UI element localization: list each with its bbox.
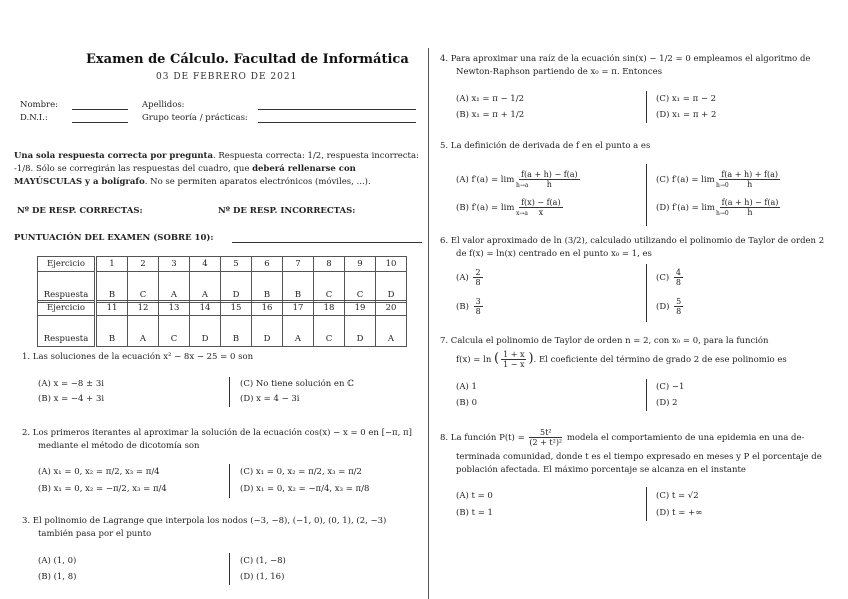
- answer-cell[interactable]: C: [345, 272, 376, 303]
- q8-prefix: 8. La función P(t) =: [440, 433, 525, 443]
- surname-field-line[interactable]: [258, 109, 416, 110]
- q6-d-numerator: 5: [676, 297, 682, 306]
- q6-a-fraction: [473, 268, 482, 287]
- q5-d-limit-sub: h→0: [716, 210, 729, 217]
- exam-title: Examen de Cálculo. Facultad de Informática: [86, 52, 409, 67]
- q8-option-a: (A) t = 0: [456, 491, 493, 501]
- q5-a-numerator: f(a + h) − f(a): [520, 170, 578, 179]
- question-8-line-2: terminada comunidad, donde t es el tiempo expresado en meses y P el porcentaje de: [456, 452, 822, 462]
- q7-option-b: (B) 0: [456, 398, 477, 408]
- q6-option-b: [456, 297, 485, 316]
- q2-option-c: (C) x₁ = 0, x₂ = π/2, x₃ = π/2: [240, 467, 362, 477]
- question-6-line-1: 6. El valor aproximado de ln (3/2), calculado utilizando el polinomio de Taylor de orden 2: [440, 236, 825, 246]
- question-4-line-1: 4. Para aproximar una raíz de la ecuación sin(x) − 1/2 = 0 empleamos el algoritmo de: [440, 54, 811, 64]
- q7-option-d: (D) 2: [656, 398, 678, 408]
- table-cell: 9: [345, 257, 376, 272]
- q7-function-suffix: . El coeficiente del término de grado 2 de ese polinomio es: [533, 355, 787, 365]
- q8-separator: [646, 487, 647, 521]
- table-1-answer-label: Respuesta: [38, 272, 96, 303]
- q8-text-1: modela el comportamiento de una epidemia en una de-: [566, 433, 805, 443]
- table-2-answer-label: Respuesta: [38, 316, 96, 347]
- answer-cell[interactable]: B: [283, 272, 314, 303]
- q1-option-a: (A) x = −8 ± 3i: [38, 379, 104, 389]
- question-8-line-3: población afectada. El máximo porcentaje se alcanza en el instante: [456, 465, 746, 475]
- score-label: PUNTUACIÓN DEL EXAMEN (SOBRE 10):: [14, 233, 214, 243]
- answer-cell[interactable]: A: [128, 316, 159, 347]
- q4-option-d: (D) x₁ = π + 2: [656, 110, 717, 120]
- question-7-line-1: 7. Calcula el polinomio de Taylor de orden n = 2, con x₀ = 0, para la función: [440, 336, 769, 346]
- q8-option-c: (C) t = √2: [656, 491, 699, 501]
- q5-c-denominator: h: [747, 180, 753, 189]
- name-field-line[interactable]: [72, 109, 128, 110]
- table-cell: 2: [128, 257, 159, 272]
- q4-separator: [646, 91, 647, 123]
- q7-separator: [646, 379, 647, 411]
- question-7-line-2: [456, 350, 787, 369]
- q1-separator: [229, 377, 230, 407]
- answer-cell[interactable]: A: [376, 316, 407, 347]
- group-label: Grupo teoría / prácticas:: [142, 113, 248, 123]
- table-cell: 13: [159, 301, 190, 316]
- table-cell: 6: [252, 257, 283, 272]
- q6-option-a: [456, 268, 485, 287]
- q8-option-b: (B) t = 1: [456, 508, 493, 518]
- q6-c-fraction: [674, 268, 683, 287]
- table-cell: 17: [283, 301, 314, 316]
- answer-cell[interactable]: C: [159, 316, 190, 347]
- column-divider: [428, 48, 429, 599]
- answer-cell[interactable]: B: [221, 316, 252, 347]
- q8-denominator: (2 + t²)²: [529, 438, 563, 447]
- answer-cell[interactable]: C: [314, 316, 345, 347]
- table-cell: 19: [345, 301, 376, 316]
- table-cell: 12: [128, 301, 159, 316]
- question-3-line-1: 3. El polinomio de Lagrange que interpola los nodos (−3, −8), (−1, 0), (0, 1), (2, −3): [22, 516, 387, 526]
- q2-option-d: (D) x₁ = 0, x₂ = −π/4, x₃ = π/8: [240, 484, 370, 494]
- q6-c-numerator: 4: [675, 268, 681, 277]
- answer-cell[interactable]: B: [96, 272, 128, 303]
- q5-b-denominator: x: [538, 208, 544, 217]
- q7-option-a: (A) 1: [456, 382, 477, 392]
- q1-option-c: (C) No tiene solución en ℂ: [240, 379, 354, 389]
- answer-table-1-answer-row: [38, 272, 407, 303]
- table-cell: 16: [252, 301, 283, 316]
- answer-table-1-header-row: [38, 257, 407, 272]
- dni-label: D.N.I.:: [20, 113, 48, 123]
- table-cell: 4: [190, 257, 221, 272]
- q5-a-prefix: (A) f′(a) = lim: [456, 175, 515, 185]
- table-cell: 3: [159, 257, 190, 272]
- q6-separator: [646, 264, 647, 322]
- answer-cell[interactable]: C: [314, 272, 345, 303]
- answer-cell[interactable]: A: [190, 272, 221, 303]
- q5-b-prefix: (B) f′(a) = lim: [456, 203, 515, 213]
- question-2-line-2: mediante el método de dicotomía son: [38, 441, 200, 451]
- q6-c-denominator: 8: [675, 278, 681, 287]
- question-3-line-2: también pasa por el punto: [38, 529, 152, 539]
- q6-option-d: [656, 297, 685, 316]
- q5-d-numerator: f(a + h) − f(a): [721, 198, 779, 207]
- question-5: 5. La definición de derivada de f en el punto a es: [440, 141, 651, 151]
- q7-function-prefix: f(x) = ln: [456, 355, 492, 365]
- q5-c-limit-sub: h→0: [716, 182, 729, 189]
- answer-cell[interactable]: A: [283, 316, 314, 347]
- answer-cell[interactable]: D: [190, 316, 221, 347]
- instructions-bold-2: deberá rellenarse con MAYÚSCULAS y a bolígrafo: [14, 164, 356, 187]
- q5-a-limit-sub: h→a: [516, 182, 529, 189]
- q8-numerator: 5t²: [529, 428, 562, 438]
- table-cell: 7: [283, 257, 314, 272]
- q6-d-fraction: [674, 297, 683, 316]
- q1-option-b: (B) x = −4 + 3i: [38, 394, 105, 404]
- table-cell: 1: [96, 257, 128, 272]
- q5-b-limit-sub: x→a: [516, 210, 528, 217]
- q5-c-prefix: (C) f′(a) = lim: [656, 175, 715, 185]
- q5-d-prefix: (D) f′(a) = lim: [656, 203, 715, 213]
- q7-option-c: (C) −1: [656, 382, 685, 392]
- q5-separator: [646, 164, 647, 226]
- q8-fraction: [529, 428, 562, 447]
- q4-option-b: (B) x₁ = π + 1/2: [456, 110, 525, 120]
- instructions-text-2: . No se permiten aparatos electrónicos (móviles, ...).: [144, 177, 371, 187]
- q8-option-d: (D) t = +∞: [656, 508, 703, 518]
- q6-option-c: [656, 268, 685, 287]
- q6-a-numerator: 2: [475, 268, 481, 277]
- q5-b-numerator: f(x) − f(a): [521, 198, 561, 207]
- q6-a-prefix: (A): [456, 273, 469, 283]
- q7-left-paren: (: [494, 351, 500, 366]
- q2-option-b: (B) x₁ = 0, x₂ = −π/2, x₃ = π/4: [38, 484, 167, 494]
- group-field-line[interactable]: [258, 122, 416, 123]
- answer-table-2-header-row: [38, 301, 407, 316]
- answer-cell[interactable]: C: [128, 272, 159, 303]
- answer-table-1: [37, 256, 407, 303]
- q2-separator: [229, 464, 230, 498]
- q6-b-fraction: [474, 297, 483, 316]
- q3-option-c: (C) (1, −8): [240, 556, 286, 566]
- question-2-line-1: 2. Los primeros iterantes al aproximar la solución de la ecuación cos(x) − x = 0 en [−π, π]: [22, 428, 412, 438]
- table-cell: 10: [376, 257, 407, 272]
- answer-cell[interactable]: B: [96, 316, 128, 347]
- instructions-text-1: . Respuesta correcta: 1/2, respuesta incorrecta: -1/8. Sólo se corregirán las respuestas del cuadro, que: [14, 151, 419, 174]
- answer-cell[interactable]: B: [252, 272, 283, 303]
- q7-numerator: 1 + x: [503, 350, 525, 359]
- instructions-bold-1: Una sola respuesta correcta por pregunta: [14, 151, 213, 161]
- answer-table-2: [37, 300, 407, 347]
- name-label: Nombre:: [20, 100, 59, 110]
- q6-b-numerator: 3: [475, 297, 481, 306]
- q3-separator: [229, 553, 230, 585]
- q7-denominator: 1 − x: [503, 360, 525, 369]
- q3-option-a: (A) (1, 0): [38, 556, 77, 566]
- dni-field-line[interactable]: [72, 122, 128, 123]
- score-field-line[interactable]: [232, 242, 422, 243]
- table-cell: 8: [314, 257, 345, 272]
- table-cell: 20: [376, 301, 407, 316]
- q7-fraction: [501, 350, 526, 369]
- q4-option-c: (C) x₁ = π − 2: [656, 94, 717, 104]
- question-4-line-2: Newton-Raphson partiendo de x₀ = π. Entonces: [456, 67, 663, 77]
- q6-b-prefix: (B): [456, 302, 469, 312]
- q6-c-prefix: (C): [656, 273, 670, 283]
- table-1-header-label: Ejercicio: [38, 257, 96, 272]
- answer-cell[interactable]: D: [345, 316, 376, 347]
- table-cell: 14: [190, 301, 221, 316]
- answer-cell[interactable]: D: [252, 316, 283, 347]
- q5-c-numerator: f(a + h) + f(a): [721, 170, 779, 179]
- incorrect-count-label: Nº DE RESP. INCORRECTAS:: [218, 206, 356, 216]
- q2-option-a: (A) x₁ = 0, x₂ = π/2, x₃ = π/4: [38, 467, 160, 477]
- question-1: 1. Las soluciones de la ecuación x² − 8x − 25 = 0 son: [22, 352, 254, 362]
- table-cell: 5: [221, 257, 252, 272]
- q5-option-b: [456, 198, 565, 217]
- q3-option-b: (B) (1, 8): [38, 572, 77, 582]
- q3-option-d: (D) (1, 16): [240, 572, 285, 582]
- q6-b-denominator: 8: [475, 307, 481, 316]
- q7-right-paren: ): [528, 351, 534, 366]
- table-2-header-label: Ejercicio: [38, 301, 96, 316]
- table-cell: 15: [221, 301, 252, 316]
- answer-table-2-answer-row: [38, 316, 407, 347]
- q5-a-denominator: h: [546, 180, 552, 189]
- q1-option-d: (D) x = 4 − 3i: [240, 394, 300, 404]
- q6-a-denominator: 8: [475, 278, 481, 287]
- surname-label: Apellidos:: [142, 100, 185, 110]
- q5-d-denominator: h: [747, 208, 753, 217]
- q6-d-prefix: (D): [656, 302, 670, 312]
- q4-option-a: (A) x₁ = π − 1/2: [456, 94, 524, 104]
- instructions: [14, 150, 422, 189]
- answer-cell[interactable]: D: [376, 272, 407, 303]
- table-cell: 11: [96, 301, 128, 316]
- question-6-line-2: de f(x) = ln(x) centrado en el punto x₀ = 1, es: [456, 249, 652, 259]
- answer-cell[interactable]: A: [159, 272, 190, 303]
- question-8-line-1: [440, 428, 804, 447]
- correct-count-label: Nº DE RESP. CORRECTAS:: [17, 206, 143, 216]
- exam-date: 03 DE FEBRERO DE 2021: [156, 72, 298, 82]
- table-cell: 18: [314, 301, 345, 316]
- q6-d-denominator: 8: [676, 307, 682, 316]
- answer-cell[interactable]: D: [221, 272, 252, 303]
